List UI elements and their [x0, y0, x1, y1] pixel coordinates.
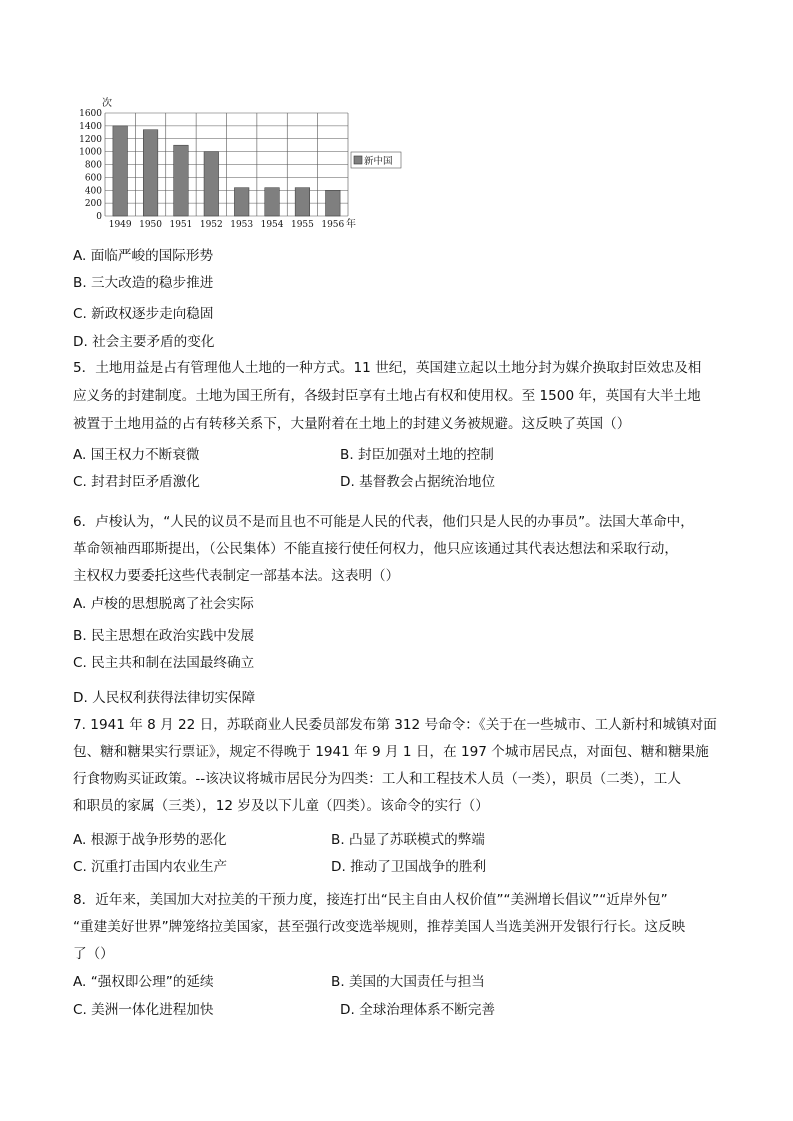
q4-option-d: D. 社会主要矛盾的变化: [73, 334, 215, 350]
bar-chart: [70, 96, 410, 236]
chart-x-tick-label: 1956: [321, 220, 345, 230]
q7-stem-line-3: 行食物购买证政策。--该决议将城市居民分为四类：工人和工程技术人员（一类），职员（二类），工人: [73, 771, 681, 787]
q7-option-a: A. 根源于战争形势的恶化: [73, 832, 227, 848]
q7-stem-line-2: 包、糖和糖果实行票证》，规定不得晚于 1941 年 9 月 1 日，在 197 个城市居民点，对面包、糖和糖果施: [73, 744, 709, 760]
chart-x-tick-label: 1955: [290, 220, 314, 230]
q6-option-c: C. 民主共和制在法国最终确立: [73, 655, 255, 671]
chart-legend-swatch: [354, 156, 362, 164]
q6-option-b: B. 民主思想在政治实践中发展: [73, 628, 255, 644]
q8-stem-line-2: “重建美好世界”牌笼络拉美国家，甚至强行改变选举规则，推荐美国人当选美洲开发银行行长。这反映: [73, 919, 686, 935]
q4-option-c: C. 新政权逐步走向稳固: [73, 306, 214, 322]
chart-bar: [204, 152, 219, 216]
chart-y-tick-label: 600: [84, 173, 102, 184]
chart-x-ticks: [109, 220, 345, 230]
chart-x-label: 年: [346, 219, 356, 230]
chart-x-tick-label: 1953: [230, 220, 254, 230]
chart-x-tick-label: 1950: [139, 220, 163, 230]
q7-option-c: C. 沉重打击国内农业生产: [73, 859, 228, 875]
q8-stem-line-1: 8．近年来，美国加大对拉美的干预力度，接连打出“民主自由人权价值”“美洲增长倡议”“近岸外包”: [73, 892, 668, 908]
q8-stem-line-3: 了（）: [73, 946, 114, 962]
q6-option-d: D. 人民权利获得法律切实保障: [73, 690, 256, 706]
chart-bar: [265, 188, 280, 216]
q8-option-a: A. “强权即公理”的延续: [73, 974, 214, 990]
chart-y-tick-label: 800: [84, 160, 102, 171]
q5-stem-line-3: 被置于土地用益的占有转移关系下，大量附着在土地上的封建义务被规避。这反映了英国（）: [73, 416, 631, 432]
chart-y-tick-label: 1200: [79, 134, 102, 145]
chart-bar: [174, 145, 189, 216]
q5-stem-line-2: 应义务的封建制度。土地为国王所有，各级封臣享有土地占有权和使用权。至 1500 年，英国有大半土地: [73, 388, 701, 404]
q6-stem-line-1: 6．卢梭认为，“人民的议员不是而且也不可能是人民的代表，他们只是人民的办事员”。法国大革命中，: [73, 514, 694, 530]
chart-bar: [234, 188, 249, 216]
q5-option-c: C. 封君封臣矛盾激化: [73, 474, 200, 490]
chart-bar: [295, 188, 310, 216]
chart-x-tick-label: 1949: [108, 220, 132, 230]
chart-y-tick-label: 200: [84, 199, 102, 210]
chart-bar: [143, 130, 158, 216]
chart-y-tick-label: 1400: [79, 121, 102, 132]
q6-option-a: A. 卢梭的思想脱离了社会实际: [73, 596, 254, 612]
q6-stem-line-2: 革命领袖西耶斯提出，（公民集体）不能直接行使任何权力，他只应该通过其代表达想法和采取行动，: [73, 541, 678, 557]
q8-option-b: B. 美国的大国责任与担当: [331, 974, 485, 990]
q7-option-d: D. 推动了卫国战争的胜利: [331, 859, 487, 875]
q4-option-a: A. 面临严峻的国际形势: [73, 248, 214, 264]
chart-y-label: 次: [102, 98, 112, 109]
q6-stem-line-3: 主权权力要委托这些代表制定一部基本法。这表明（）: [73, 568, 400, 584]
q5-stem-line-1: 5．土地用益是占有管理他人土地的一种方式。11 世纪，英国建立起以土地分封为媒介换取封臣效忠及相: [73, 360, 702, 376]
chart-x-tick-label: 1952: [199, 220, 223, 230]
q4-option-b: B. 三大改造的稳步推进: [73, 275, 214, 291]
chart-y-tick-label: 400: [84, 186, 102, 197]
q7-option-b: B. 凸显了苏联模式的弊端: [331, 832, 485, 848]
chart-y-ticks: [79, 109, 102, 222]
chart-y-tick-label: 0: [96, 212, 102, 222]
chart-y-tick-label: 1600: [79, 109, 102, 119]
q7-stem-line-1: 7. 1941 年 8 月 22 日，苏联商业人民委员部发布第 312 号命令：《关于在一些城市、工人新村和城镇对面: [73, 717, 717, 733]
chart-bar: [326, 190, 341, 216]
q5-option-b: B. 封臣加强对土地的控制: [340, 447, 494, 463]
chart-y-tick-label: 1000: [79, 147, 102, 158]
chart-grid: [105, 113, 348, 216]
chart-x-tick-label: 1951: [169, 220, 193, 230]
q5-option-d: D. 基督教会占据统治地位: [340, 474, 496, 490]
chart-bar: [113, 126, 128, 216]
chart-legend-label: 新中国: [364, 156, 393, 167]
q7-stem-line-4: 和职员的家属（三类），12 岁及以下儿童（四类）。该命令的实行（）: [73, 798, 489, 814]
q8-option-c: C. 美洲一体化进程加快: [73, 1002, 214, 1018]
chart-x-tick-label: 1954: [260, 220, 284, 230]
q8-option-d: D. 全球治理体系不断完善: [340, 1002, 496, 1018]
q5-option-a: A. 国王权力不断衰微: [73, 447, 200, 463]
